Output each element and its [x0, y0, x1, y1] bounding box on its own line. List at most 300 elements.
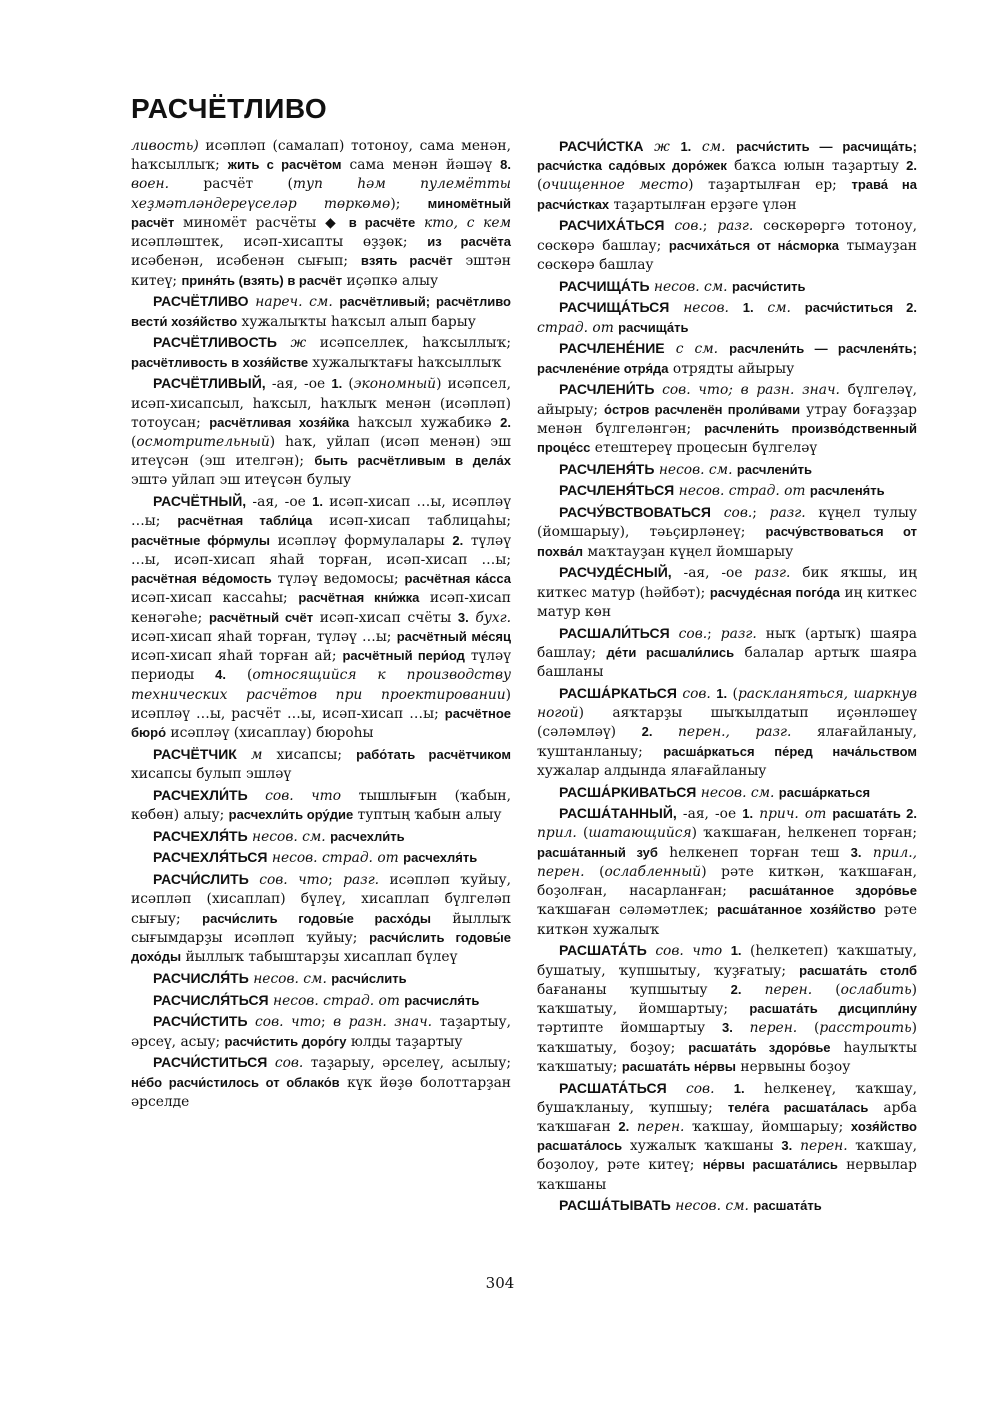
example-phrase: расчётный счёт — [208, 609, 314, 625]
example-phrase: расша́танное хозя́йство — [717, 902, 876, 918]
dictionary-entry — [537, 684, 917, 781]
entry-text: ) рәте киткән, ҡаҡшаған, боҙолған, насарланған; — [537, 863, 917, 900]
example-phrase: расшата́ть здоро́вье — [688, 1039, 831, 1055]
grammar-label: ж — [290, 335, 307, 352]
entry-text — [267, 1055, 274, 1071]
example-phrase: 1. — [742, 300, 754, 316]
entry-text: тымауҙан сөскөрә башлау — [537, 237, 918, 273]
grammar-label: м — [250, 746, 263, 763]
entry-text: исәбенән, исәбенән сығып; — [131, 253, 361, 270]
headword: РАСША́РКАТЬСЯ — [559, 684, 677, 701]
dictionary-entry — [131, 991, 511, 1011]
entry-text: балалар артыҡ шаяра башланы — [537, 644, 917, 681]
headword: РАСЧИ́СЛИТЬ — [153, 871, 249, 888]
entry-text: хужалар алдында ялағайланыу — [537, 762, 767, 779]
entry-text — [718, 341, 729, 357]
example-phrase: расчиха́ться от на́сморка — [668, 237, 839, 253]
entry-text — [733, 1020, 750, 1036]
example-phrase: расчлени́ть произво́дственный проце́сс — [537, 420, 917, 456]
example-phrase: расчи́стить доро́гу — [224, 1033, 347, 1049]
entry-text: бик яҡшы, иң киткес матур (һәйбәт); — [537, 565, 917, 601]
example-phrase: жить с расчётом — [227, 157, 342, 173]
entry-text: ( — [537, 177, 543, 194]
headword: РАСЧЕХЛЯ́ТЬ — [153, 827, 248, 844]
headword: РАСЧЛЕНИ́ТЬ — [559, 381, 655, 398]
grammar-label: шатающийся — [588, 825, 692, 842]
entry-text: исәп-хисап яһай торған ай; — [131, 648, 343, 665]
entry-text: ) исәпсел, исәп-хисапсыл, һаҡсыл, һаҡлыҡ менән (исәпләп) тотоусан; — [131, 376, 511, 431]
grammar-label: см. — [701, 139, 726, 155]
example-phrase: расша́ркаться пе́ред нача́льством — [663, 743, 917, 759]
entry-text: ; — [320, 1014, 334, 1031]
grammar-label: сов. — [274, 1055, 304, 1072]
example-phrase: расчётливость в хозя́йстве — [131, 354, 309, 370]
grammar-label: перен., разг. — [678, 724, 792, 741]
example-phrase: расчи́стить — расчища́ть; расчи́стка садо́вых доро́жек — [537, 139, 917, 174]
grammar-label: экономный — [353, 376, 437, 393]
example-phrase: расчи́ститься 2. — [804, 300, 918, 316]
left-column — [131, 137, 511, 1113]
headword: РАСЧИ́СТИТЬСЯ — [153, 1054, 268, 1071]
entry-text: тышлығын (ҡабын, көбөн) алыу; — [131, 787, 512, 823]
entry-text: күк йөҙө болоттарҙан әрселде — [131, 1074, 511, 1110]
entry-text: туптың ҡабын алыу — [353, 806, 502, 823]
grammar-label: кто, с кем — [423, 214, 512, 231]
entry-text: исәп-хисап таблицаһы; — [312, 513, 511, 530]
grammar-label: туп һәм пулемётты хеҙмәтләндереүселәр төркөмө — [131, 176, 512, 212]
entry-text — [691, 139, 702, 155]
dictionary-entry — [131, 827, 511, 847]
example-phrase: расчётные фо́рмулы — [131, 532, 270, 548]
page-number: 304 — [485, 1274, 515, 1292]
dictionary-entry — [131, 870, 511, 967]
entry-text: баҡса юлын таҙартыу — [726, 158, 907, 175]
entry-text — [792, 1138, 800, 1154]
headword: РАСЧЁТЧИК — [153, 745, 237, 762]
dictionary-entry — [131, 374, 511, 490]
entry-text — [722, 943, 730, 959]
entry-text: һаулыҡты ҡаҡшатыу; — [537, 1039, 917, 1075]
example-phrase: расшата́ть — [753, 1198, 822, 1214]
grammar-label: сов. что; в разн. знач. — [662, 382, 840, 399]
headword: РАСЧИ́СТКА — [559, 138, 644, 154]
entry-text: түләү периоды — [131, 648, 512, 684]
grammar-label: перен. — [764, 981, 813, 998]
entry-text: ; — [707, 625, 721, 642]
example-phrase: 1. — [733, 1080, 745, 1096]
example-phrase: расчехля́ть — [403, 850, 478, 866]
grammar-label: несов. страд. от — [273, 992, 400, 1009]
headword: РАСЧИСЛЯ́ТЬ — [153, 969, 249, 986]
example-phrase: 1. — [716, 685, 728, 701]
dictionary-entry — [537, 339, 917, 378]
example-phrase: расчу́вствоваться от похва́л — [537, 524, 918, 559]
entry-text: етештереү процесын бүлгеләү — [590, 440, 818, 457]
entry-text — [237, 747, 251, 763]
entry-text: нервылар ҡаҡшаны — [537, 1157, 917, 1193]
example-phrase: 3. — [457, 609, 469, 625]
entry-text: исәпләү (хисаплау) бюроһы — [166, 725, 374, 742]
dictionary-entry — [537, 137, 917, 215]
example-phrase: расчи́слить годовы́е дохо́ды — [131, 929, 511, 965]
entry-text: рәте киткән хужалыҡ — [537, 902, 918, 938]
entry-text: исәпләштек, исәп-хисапты өҙҙөк; — [131, 234, 428, 251]
entry-text: исәп-хисап счёты — [313, 609, 458, 626]
example-phrase: 4. — [215, 667, 226, 683]
grammar-label: перен. — [800, 1138, 848, 1155]
headword: РАСЧЕХЛИ́ТЬ — [153, 786, 248, 803]
dictionary-entry — [537, 380, 917, 458]
headword: РАСЧЁТЛИВО — [153, 293, 249, 310]
example-phrase: 2. — [906, 158, 918, 174]
dictionary-entry — [537, 563, 917, 622]
grammar-label: осмотрительный — [136, 434, 270, 451]
grammar-label: страд. от — [537, 319, 614, 336]
dictionary-entry — [537, 941, 917, 1077]
grammar-label: раскланяться, шаркнув ногой — [537, 685, 917, 722]
headword: РАСЧЛЕНЕ́НИЕ — [559, 340, 665, 357]
example-phrase: 2. — [730, 981, 742, 997]
grammar-label: несов. см. — [253, 970, 327, 987]
entry-text: ( — [226, 667, 253, 684]
entry-text — [725, 139, 736, 155]
entry-text: хужалыҡ ҡаҡшаны — [622, 1138, 782, 1155]
entry-text: ; — [752, 505, 770, 522]
entry-text — [654, 382, 662, 398]
example-phrase: 1. — [312, 494, 323, 510]
grammar-label: разг. — [754, 565, 791, 582]
example-phrase: расчища́ть — [618, 319, 689, 335]
headword: РАСЧЕХЛЯ́ТЬСЯ — [153, 849, 268, 866]
entry-text: ) ҡаҡшатыу, боҙоу; — [537, 1020, 917, 1056]
grammar-label: бухг. — [475, 609, 511, 626]
headword: РАСШАЛИ́ТЬСЯ — [559, 624, 670, 641]
dictionary-entry — [537, 481, 917, 501]
entry-text: ; — [328, 872, 344, 889]
entry-text: ); — [390, 195, 428, 212]
entry-text: эштә уйлап эш итеүсән булыу — [131, 472, 352, 489]
headword: РАСЧЁТЛИВОСТЬ — [153, 334, 277, 351]
grammar-label: относящийся к производству технических расчётов при проектировании — [131, 667, 511, 703]
dictionary-entry — [131, 745, 511, 784]
example-phrase: расчётное бюро́ — [131, 705, 511, 741]
grammar-label: несов. — [683, 300, 729, 317]
entry-text: хужалыҡты һаҡсыл алып барыу — [237, 313, 476, 330]
entry-text — [629, 1119, 637, 1135]
entry-text: арба ҡаҡшаған — [537, 1099, 917, 1135]
headword: РАСЧЁТЛИВЫЙ, — [153, 375, 266, 392]
example-phrase: трава́ на расчи́стках — [537, 177, 917, 212]
example-phrase: расчётливый; расчётливо вести́ хозя́йство — [131, 294, 511, 329]
grammar-label: сов. что — [655, 943, 723, 960]
entry-text: һелкенеү, ҡаҡшау, бушаҡланыу, ҡупшыу; — [537, 1080, 917, 1116]
example-phrase: расчехли́ть ору́дие — [228, 806, 354, 822]
grammar-label: разг. — [720, 625, 757, 642]
entry-text: -ая, -ое — [671, 565, 755, 582]
example-phrase: не́бо расчи́стилось от облако́в — [131, 1074, 340, 1090]
entry-text — [667, 1081, 686, 1097]
entry-text: таҙарыу, әрселеү, асылыу; — [303, 1055, 511, 1072]
example-phrase: расчи́слить годовы́е расхо́ды — [202, 910, 431, 926]
entry-text: ( — [342, 376, 354, 393]
entry-text — [669, 300, 683, 316]
dictionary-entry — [131, 292, 511, 331]
entry-text — [670, 626, 679, 642]
entry-text: ныҡ (артыҡ) шаяра башлау; — [537, 625, 917, 661]
example-phrase: в расчёте — [348, 214, 416, 230]
example-phrase: 1. — [680, 139, 692, 154]
entry-text: бүлгеләү, айырыу; — [537, 382, 917, 418]
headword: РАСЧЁТНЫЙ, — [153, 493, 247, 510]
entry-text: исәпләп (самалап) тотоноу, сама менән, һаҡсыллыҡ; — [131, 138, 511, 174]
example-phrase: расша́танное здоро́вье — [748, 883, 917, 899]
entry-text: исәп-хисап яһай торған, түләү …ы; — [131, 628, 397, 645]
grammar-label: сов. что — [265, 787, 342, 804]
headword: РАСЧЛЕНЯ́ТЬСЯ — [559, 482, 675, 499]
grammar-label: сов. что — [259, 872, 329, 889]
entry-text: ) ҡаҡшатыу, йомшартыу; — [537, 981, 917, 1018]
example-phrase: теле́га расшата́лась — [727, 1099, 869, 1115]
grammar-label: сов. — [686, 1080, 715, 1097]
entry-text: ( — [584, 863, 605, 880]
example-phrase: расчленя́ть — [809, 483, 885, 499]
headword: РАСЧИХА́ТЬСЯ — [559, 217, 665, 234]
example-phrase: приня́ть (взять) в расчёт — [181, 272, 343, 288]
dictionary-entry — [537, 804, 917, 940]
entry-text: ҡаҡшау, боҙолоу, рәте китеү; — [537, 1138, 917, 1174]
grammar-label: сов. — [674, 218, 703, 235]
headword: РАСЧИ́СТИТЬ — [153, 1013, 248, 1030]
entry-text: хужалыҡтағы һаҡсыллыҡ — [308, 354, 502, 371]
entry-text — [248, 788, 266, 804]
entry-text: ) исәпләү …ы, расчёт …ы, исәп-хисап …ы; — [131, 686, 511, 722]
entry-text: ( — [131, 434, 137, 451]
entry-text: түләү …ы, исәп-хисап яһай торған, исәп-хисап …ы; — [131, 532, 511, 568]
headword: РАСЧУДЕ́СНЫЙ, — [559, 564, 672, 581]
entry-text: ( — [812, 981, 841, 998]
dictionary-entry — [537, 624, 917, 683]
grammar-label: несов. см. — [252, 828, 326, 845]
dictionary-entry — [131, 1053, 511, 1112]
entry-text — [644, 139, 655, 155]
entry-text: ҡаҡшаған сәләмәтлек; — [537, 902, 718, 919]
entry-text: отрядты айырыу — [668, 360, 795, 377]
entry-text: исәп-хисап …ы, исәпләү …ы; — [131, 494, 511, 530]
entry-text: ) һаҡ, уйлап (исәп менән) эш итеүсән (эш ителгән); — [131, 434, 511, 470]
entry-text: юлды таҙартыу — [346, 1033, 463, 1050]
example-phrase: расчётливая хозя́йка — [209, 414, 350, 430]
dictionary-entry — [131, 848, 511, 868]
example-phrase: из расчёта — [427, 234, 511, 250]
grammar-label: см. — [767, 300, 791, 317]
entry-text: ) ҡаҡшаған, һелкенеп торған; — [691, 825, 917, 842]
entry-text: ; — [702, 218, 718, 235]
example-phrase: 1. — [331, 376, 343, 392]
headword: РАСША́РКИВАТЬСЯ — [559, 783, 697, 800]
entry-text: (һелкетеп) ҡаҡшатыу, бушатыу, ҡупшытыу, ҡуҙғатыу; — [537, 943, 917, 979]
grammar-label: перен. — [636, 1118, 685, 1135]
entry-text: -ая, -ое — [265, 376, 332, 393]
example-phrase: 2. — [618, 1118, 630, 1134]
grammar-label: несов. см. — [700, 784, 775, 801]
entry-text: исәпләп ҡуйыу, исәпләп (хисаплап) бүлеү, хисаплап бүлгеләп сығыу; — [131, 872, 511, 927]
headword: РАСША́ТЫВАТЬ — [559, 1197, 671, 1214]
example-phrase: расчуде́сная пого́да — [709, 584, 840, 600]
entry-text: утрау боғаҙҙар менән бүлгеләнгән; — [537, 401, 918, 437]
example-phrase: рабо́тать расчётчиком — [356, 746, 511, 762]
grammar-label: несов. страд. от — [271, 850, 399, 867]
entry-text — [861, 845, 872, 861]
entry-text: ялағайланыу, ҡуштанланыу; — [537, 724, 917, 760]
entry-text — [249, 872, 259, 888]
grammar-label: воен. — [131, 176, 169, 193]
example-phrase: расчётная ве́домость — [131, 571, 272, 587]
grammar-label: несов. страд. от — [678, 483, 806, 500]
grammar-label: несов. см. — [675, 1198, 749, 1215]
dictionary-entry — [537, 783, 917, 803]
headword: РАСЧИЩА́ТЬ — [559, 277, 650, 294]
entry-text: расчёт ( — [168, 176, 293, 193]
entry-text — [664, 218, 674, 234]
grammar-label: ослабленный — [604, 863, 702, 880]
example-phrase: расшата́ть 2. — [832, 806, 917, 822]
entry-text: исәп-хисап кассаһы; — [131, 590, 299, 607]
entry-text — [729, 300, 743, 316]
grammar-label: сов. что — [255, 1014, 321, 1031]
example-phrase: 3. — [781, 1138, 793, 1154]
example-phrase: расчётная кни́жка — [298, 590, 420, 606]
dictionary-entry — [131, 492, 511, 743]
entry-text: хисапсы булып эшләү — [131, 766, 292, 782]
example-phrase: 8. — [500, 157, 511, 173]
example-phrase: хозя́йство расшата́лось — [537, 1118, 917, 1154]
entry-text — [791, 300, 805, 316]
grammar-label: разг. — [717, 218, 754, 235]
entry-text: исәп-хисап кенәгәһе; — [131, 590, 511, 626]
example-phrase: расчи́стить — [731, 278, 806, 294]
example-phrase: 1. — [742, 806, 754, 822]
entry-text: ҡаҡшау, йомшарыу; — [684, 1118, 851, 1135]
grammar-label: несов. см. — [658, 461, 733, 478]
headword: РАСЧИЩА́ТЬСЯ — [559, 299, 670, 316]
grammar-label: разг. — [343, 872, 380, 889]
entry-text: иҫәпкә алыу — [342, 272, 439, 289]
dictionary-entry — [131, 969, 511, 989]
entry-text: миномёт расчёты ◆ — [174, 214, 349, 231]
grammar-label: в разн. знач. — [333, 1014, 433, 1031]
grammar-label: несов. см. — [653, 278, 728, 295]
example-phrase: расчи́слить — [331, 970, 407, 986]
dictionary-entry — [537, 460, 917, 480]
entry-text — [415, 215, 424, 231]
entry-text: һаҡсыл хужабикә — [349, 414, 501, 431]
example-phrase: расчлени́ть — [736, 461, 812, 477]
example-phrase: не́рвы расшата́лись — [702, 1157, 838, 1173]
example-phrase: расша́танный зуб — [537, 844, 658, 860]
headword: РАСЧИСЛЯ́ТЬСЯ — [153, 991, 269, 1008]
grammar-label: прил. — [537, 825, 577, 842]
example-phrase: расчлени́ть — расчленя́ть; расчлене́ние отря́да — [537, 341, 917, 376]
entry-text: маҡтауҙан күңел йомшарыу — [583, 543, 794, 560]
entry-text — [714, 1081, 733, 1097]
dictionary-entry — [537, 1079, 917, 1195]
entry-text — [665, 341, 676, 357]
entry-text: хисапсы; — [262, 746, 357, 763]
dictionary-entry — [537, 216, 917, 275]
dictionary-entry — [537, 503, 917, 562]
entry-text: һелкенеп торған теш — [657, 844, 851, 861]
headword: РАСША́ТАННЫЙ, — [559, 805, 677, 822]
entry-text: бағананы ҡупшытыу — [537, 981, 731, 998]
grammar-label: ж — [654, 139, 670, 155]
grammar-label: сов. — [723, 505, 753, 522]
entry-text: -ая, -ое — [676, 806, 743, 823]
entry-text: ( — [576, 825, 589, 842]
headword: РАСШАТА́ТЬСЯ — [559, 1079, 667, 1096]
entry-text: таҙартыу, әрсеү, асыу; — [131, 1014, 511, 1050]
entry-text: нервыны боҙоу — [735, 1058, 851, 1075]
entry-text — [277, 335, 291, 351]
headword: РАСЧУ́ВСТВОВАТЬСЯ — [559, 504, 711, 521]
dictionary-entry — [131, 786, 511, 825]
grammar-label: сов. — [682, 685, 711, 702]
grammar-label: разг. — [769, 505, 806, 522]
entry-text: таҙартылған ерҙәге үлән — [609, 196, 797, 213]
entry-text: ) аяҡтарҙы шыҡылдатып иҫәнләшеү (сәләмләү) — [537, 705, 917, 741]
example-phrase: расчётная ка́сса — [404, 571, 511, 587]
entry-text — [670, 139, 681, 155]
entry-text: исәпселлек, һаҡсыллыҡ; — [306, 335, 511, 352]
grammar-label: перен. — [749, 1020, 798, 1037]
grammar-label: расстроить — [819, 1020, 912, 1037]
example-phrase: расшата́ть столб — [799, 962, 917, 978]
example-phrase: расчётный пери́од — [342, 648, 465, 664]
entry-text: сама менән йәшәү — [341, 157, 501, 174]
entry-text — [711, 505, 724, 521]
entry-text: сөскөрөргә тотоноу, сөскөрә башлау; — [537, 218, 917, 254]
entry-text: ( — [797, 1020, 820, 1037]
entry-text: исәпләү формулалары — [270, 532, 453, 549]
example-phrase: быть расчётливым в дела́х — [314, 453, 511, 469]
entry-text — [754, 300, 768, 316]
running-head: РАСЧЁТЛИВО — [131, 93, 328, 124]
example-phrase: взять расчёт — [360, 253, 453, 269]
example-phrase: 2. — [452, 532, 464, 548]
example-phrase: миномётный расчёт — [131, 195, 511, 230]
dictionary-entry — [537, 298, 917, 337]
example-phrase: расшата́ть не́рвы — [621, 1058, 736, 1074]
grammar-label: с см. — [675, 341, 719, 358]
entry-text: ( — [727, 685, 738, 702]
example-phrase: расчисля́ть — [404, 992, 480, 1008]
entry-text: -ая, -ое — [246, 494, 313, 511]
example-phrase: расчехли́ть — [330, 828, 405, 844]
grammar-label: очищенное место — [542, 177, 689, 194]
headword: РАСЧЛЕНЯ́ТЬ — [559, 460, 655, 477]
dictionary-entry — [537, 1196, 917, 1216]
example-phrase: расчётный ме́сяц — [396, 628, 512, 644]
grammar-label: нареч. см. — [255, 294, 333, 311]
example-phrase: расчётная табли́ца — [177, 513, 313, 529]
grammar-label: прил., перен. — [537, 844, 918, 880]
entry-text: күңел тулыу (йомшарыу), тәьҫирләнеү; — [537, 505, 917, 541]
example-phrase: о́стров расчленён проли́вами — [604, 401, 801, 417]
example-phrase: расшата́ть дисципли́ну — [749, 1001, 917, 1017]
entry-text: иң киткес матур көн — [537, 584, 918, 620]
entry-text: ) таҙартылған ер; — [688, 177, 852, 194]
entry-text — [248, 1014, 256, 1030]
example-phrase: расша́ркаться — [778, 784, 871, 800]
